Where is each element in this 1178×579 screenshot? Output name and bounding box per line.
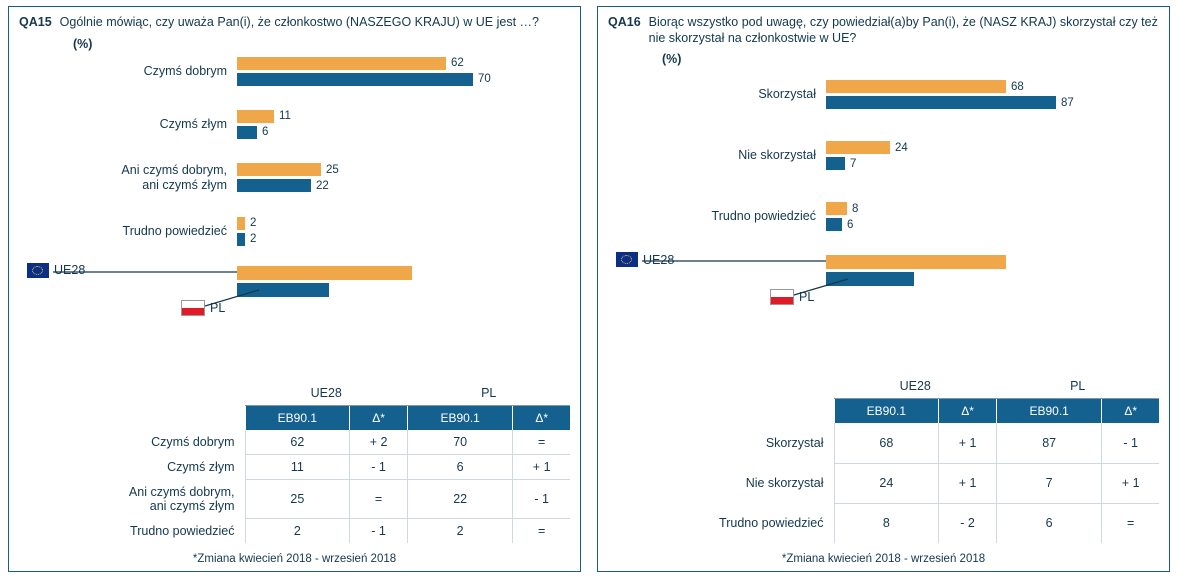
chart-row-bars	[237, 217, 570, 246]
table-row-label: Czymś dobrym	[151, 435, 235, 450]
bar-eu-value: 11	[279, 110, 291, 123]
bar-pl	[826, 157, 845, 170]
table-cell: 6	[407, 455, 512, 480]
chart-row	[19, 163, 570, 193]
table-cell: + 1	[513, 455, 570, 480]
bar-eu	[237, 217, 245, 230]
pl-flag-icon	[770, 289, 794, 305]
bar-pl-value: 7	[850, 157, 857, 170]
table-cell: - 2	[939, 503, 997, 543]
table-cell: =	[350, 480, 408, 519]
table-cell: 68	[834, 423, 939, 463]
flag-eu	[27, 263, 85, 278]
unit-label: (%)	[662, 52, 682, 67]
chart-row	[19, 57, 570, 86]
legend-callout	[598, 239, 1169, 311]
bar-pl	[237, 126, 257, 139]
table-subheader: EB90.1	[834, 399, 939, 424]
table-cell: - 1	[350, 519, 408, 544]
table-cell: - 1	[1102, 423, 1159, 463]
legend-leader-lines	[9, 250, 580, 322]
bar-eu-value: 24	[895, 141, 908, 154]
chart-row-label: Czymś złym	[159, 116, 227, 131]
bar-pl-value: 87	[1061, 96, 1074, 109]
legend-callout	[9, 250, 580, 322]
table-row-label: Nie skorzystał	[745, 475, 824, 490]
table-cell: - 1	[350, 455, 408, 480]
bar-eu-value: 8	[852, 202, 859, 215]
table-cell: + 1	[939, 423, 997, 463]
chart-qa16	[598, 80, 1169, 231]
bar-eu-value: 62	[451, 57, 464, 70]
chart-row-label: Skorzystał	[758, 87, 816, 102]
pl-flag-icon	[181, 300, 205, 316]
bar-pl-value: 70	[478, 73, 491, 86]
table-row-label: Skorzystał	[765, 435, 824, 450]
bar-eu	[237, 57, 446, 70]
chart-row	[19, 110, 570, 139]
question-code: QA16	[608, 15, 641, 29]
table-subheader: EB90.1	[996, 399, 1101, 424]
panel-qa15	[8, 6, 581, 572]
bar-pl-value: 6	[847, 218, 854, 231]
eu-flag-icon	[616, 252, 638, 267]
table-cell: 6	[996, 503, 1101, 543]
table-cell: 2	[245, 519, 350, 544]
table-cell: 62	[245, 430, 350, 455]
table-row	[19, 519, 570, 544]
table-subheader: Δ*	[513, 406, 570, 431]
bar-pl-value: 22	[316, 179, 329, 192]
table-cell: 11	[245, 455, 350, 480]
question-text: Ogólnie mówiąc, czy uważa Pan(i), że członkostwo (NASZEGO KRAJU) w UE jest …?	[59, 15, 539, 29]
chart-row	[608, 202, 1159, 231]
legend-label-eu: UE28	[54, 263, 86, 278]
question-code: QA15	[19, 15, 52, 29]
legend-label-pl: PL	[799, 290, 815, 305]
chart-row-label: Trudno powiedzieć	[711, 209, 816, 224]
bar-pl	[237, 73, 473, 86]
table-cell: 87	[996, 423, 1101, 463]
table-row-label: Trudno powiedzieć	[719, 515, 824, 530]
footnote: *Zmiana kwiecień 2018 - wrzesień 2018	[192, 553, 397, 565]
table-row	[608, 463, 1159, 503]
chart-row	[19, 217, 570, 246]
table-cell: =	[513, 430, 570, 455]
chart-row-bars	[826, 202, 1159, 231]
table-group-pl: PL	[996, 374, 1159, 399]
chart-row-bars	[237, 163, 570, 192]
table-row	[608, 423, 1159, 463]
table-cell: + 2	[350, 430, 408, 455]
chart-row-bars	[237, 110, 570, 139]
table-subheader: Δ*	[1102, 399, 1159, 424]
legend-label-pl: PL	[210, 300, 226, 315]
bar-eu	[826, 141, 890, 154]
chart-row-label: Czymś dobrym	[143, 63, 227, 78]
table-cell: 7	[996, 463, 1101, 503]
chart-qa15	[9, 57, 580, 246]
table-cell: 2	[407, 519, 512, 544]
bar-pl	[826, 218, 842, 231]
table-subheader: Δ*	[350, 406, 408, 431]
table-cell: =	[1127, 516, 1135, 531]
table-cell: 25	[245, 480, 350, 519]
table-qa16	[608, 374, 1159, 543]
chart-row	[608, 141, 1159, 170]
table-cell: - 1	[513, 480, 570, 519]
chart-row-bars	[826, 141, 1159, 170]
panel-header	[598, 7, 1169, 46]
table-row	[608, 503, 1159, 543]
table-subheader: EB90.1	[407, 406, 512, 431]
flag-eu	[616, 252, 674, 267]
footnote: *Zmiana kwiecień 2018 - wrzesień 2018	[781, 553, 986, 565]
bar-pl-value: 6	[262, 126, 269, 139]
chart-row-label: Ani czymś dobrym, ani czymś złym	[121, 162, 227, 192]
table-row-label: Ani czymś dobrym, ani czymś złym	[128, 484, 235, 514]
chart-row-label: Trudno powiedzieć	[122, 223, 227, 238]
table-row-label: Trudno powiedzieć	[130, 523, 235, 538]
bar-eu	[237, 110, 274, 123]
table-cell: 70	[407, 430, 512, 455]
table-group-pl: PL	[407, 381, 570, 406]
eu-flag-icon	[27, 263, 49, 278]
bar-pl	[237, 233, 245, 246]
table-group-ue28: UE28	[834, 374, 996, 399]
bar-pl	[237, 179, 311, 192]
panel-qa16	[597, 6, 1170, 572]
table-subheader: EB90.1	[245, 406, 350, 431]
table-cell: 22	[407, 480, 512, 519]
chart-row	[608, 80, 1159, 109]
unit-label: (%)	[73, 36, 93, 51]
table-cell: + 1	[939, 463, 997, 503]
bar-eu	[237, 163, 321, 176]
table-group-ue28: UE28	[245, 381, 407, 406]
table-subheader: Δ*	[939, 399, 997, 424]
legend-label-eu: UE28	[643, 252, 675, 267]
table-cell: 8	[834, 503, 939, 543]
bar-eu-value: 25	[326, 163, 339, 176]
bar-eu-value: 68	[1011, 80, 1024, 93]
legend-leader-lines	[598, 239, 1169, 311]
table-cell: =	[538, 524, 546, 538]
bar-pl-value: 2	[250, 233, 257, 246]
table-row	[19, 480, 570, 519]
table-cell: + 1	[1102, 463, 1159, 503]
table-qa15	[19, 381, 570, 543]
table-row-label: Czymś złym	[167, 460, 235, 475]
chart-row-bars	[826, 80, 1159, 109]
bar-eu	[826, 80, 1006, 93]
table-row	[19, 430, 570, 455]
bar-eu	[826, 202, 847, 215]
panel-header	[9, 7, 580, 31]
flag-pl	[181, 300, 225, 316]
chart-row-label: Nie skorzystał	[738, 148, 816, 163]
chart-row-bars	[237, 57, 570, 86]
flag-pl	[770, 289, 814, 305]
table-cell: 24	[834, 463, 939, 503]
bar-pl	[826, 96, 1056, 109]
question-text: Biorąc wszystko pod uwagę, czy powiedział(a)by Pan(i), że (NASZ KRAJ) skorzystał czy też nie skorzystał na członkostwie w UE?	[648, 15, 1158, 45]
table-row	[19, 455, 570, 480]
bar-eu-value: 2	[250, 217, 257, 230]
